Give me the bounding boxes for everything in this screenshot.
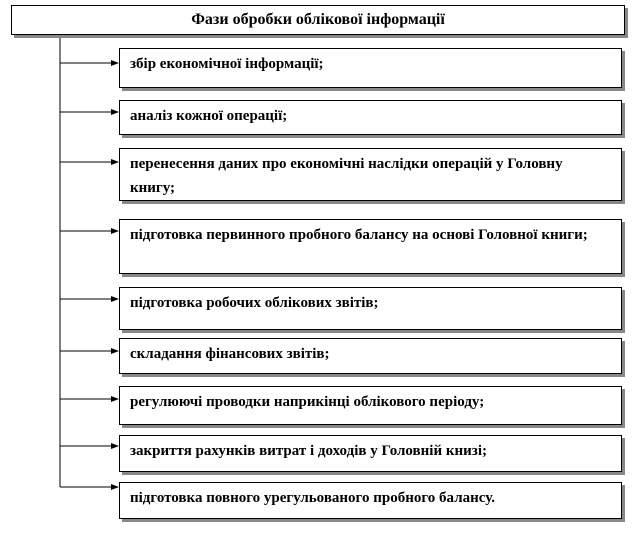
arrow-head-7 [111,396,119,402]
step-1: збір економічної інформації; [119,48,622,88]
step-6: складання фінансових звітів; [119,338,622,374]
diagram-title: Фази обробки облікової інформації [11,5,625,35]
arrow-head-5 [111,296,119,302]
arrow-head-2 [111,109,119,115]
arrow-head-4 [111,228,119,234]
step-9: підготовка повного урегульованого пробного балансу. [119,482,622,519]
step-2: аналіз кожної операції; [119,100,622,135]
arrow-head-8 [111,443,119,449]
arrow-head-1 [111,60,119,66]
step-3: перенесення даних про економічні наслідки операцій у Головну книгу; [119,148,622,201]
step-7: регулюючі проводки наприкінці облікового періоду; [119,386,622,425]
step-8: закриття рахунків витрат і доходів у Головній книзі; [119,435,622,472]
arrow-head-3 [111,159,119,165]
arrow-head-6 [111,348,119,354]
arrow-head-9 [111,484,119,490]
step-4: підготовка первинного пробного балансу на основі Головної книги; [119,219,622,274]
step-5: підготовка робочих облікових звітів; [119,287,622,330]
